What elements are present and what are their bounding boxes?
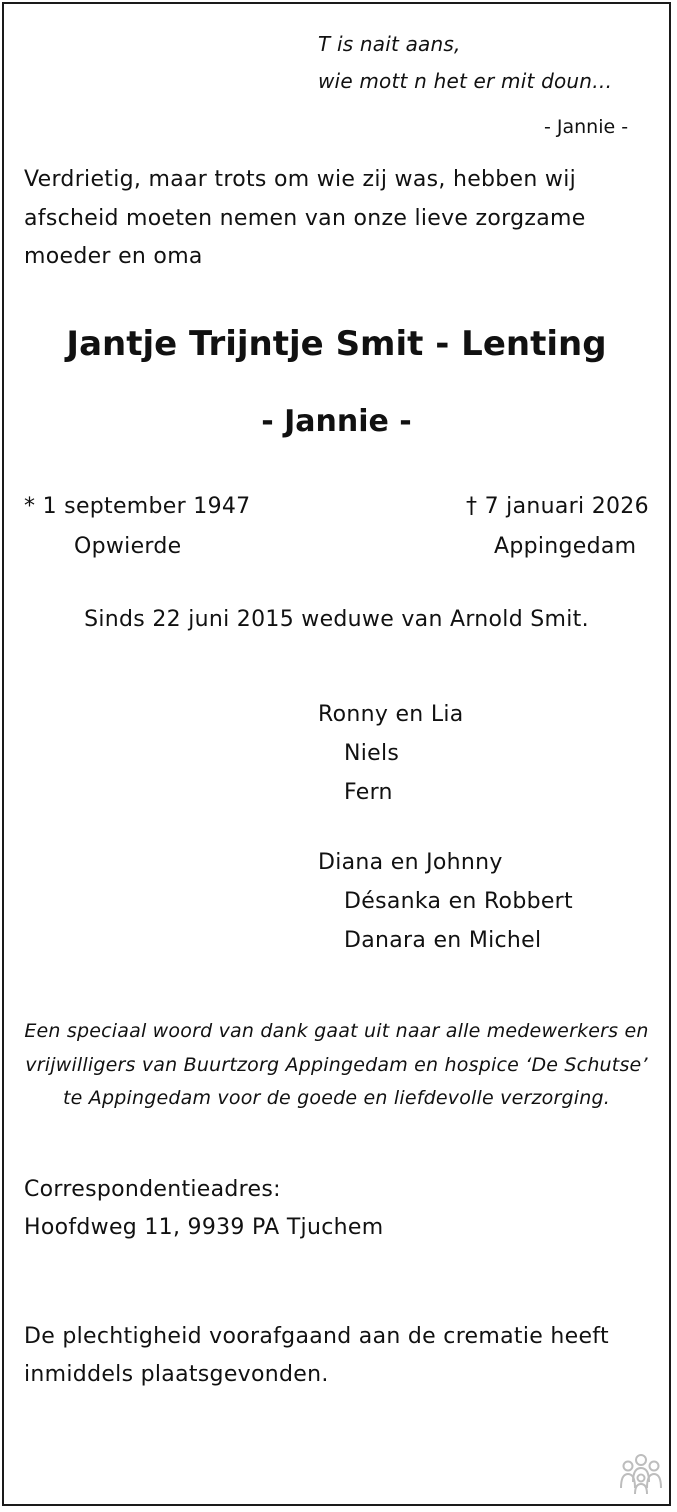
widow-line: Sinds 22 juni 2015 weduwe van Arnold Smit.	[84, 607, 589, 632]
family-grandchild-2: Fern	[344, 780, 393, 805]
poem-attribution: - Jannie -	[544, 116, 629, 138]
family-grandchild-1: Niels	[344, 741, 400, 766]
correspondence-address: Hoofdweg 11, 9939 PA Tjuchem	[24, 1215, 384, 1240]
ceremony-line-1: De plechtigheid voorafgaand aan de crematie heeft	[24, 1324, 609, 1349]
family-grandchild-3: Désanka en Robbert	[344, 889, 573, 914]
deceased-name: Jantje Trijntje Smit - Lenting	[66, 324, 607, 364]
family-couple-1: Ronny en Lia	[318, 702, 464, 727]
death-place: Appingedam	[494, 534, 637, 559]
thanks-line-1: Een speciaal woord van dank gaat uit naar alle medewerkers en	[24, 1020, 649, 1042]
poem-line-2: wie mott n het er mit doun…	[318, 69, 613, 93]
intro-line-2: afscheid moeten nemen van onze lieve zorgzame	[24, 206, 586, 231]
intro-line-3: moeder en oma	[24, 244, 203, 269]
thanks-line-2: vrijwilligers van Buurtzorg Appingedam en hospice ‘De Schutse’	[25, 1054, 648, 1076]
family-grandchild-4: Danara en Michel	[344, 928, 542, 953]
people-group-icon	[616, 1452, 666, 1498]
deceased-nickname: - Jannie -	[261, 404, 412, 439]
death-date: † 7 januari 2026	[466, 494, 649, 519]
family-couple-2: Diana en Johnny	[318, 850, 503, 875]
thanks-line-3: te Appingedam voor de goede en liefdevolle verzorging.	[63, 1087, 610, 1109]
correspondence-label: Correspondentieadres:	[24, 1177, 281, 1202]
intro-line-1: Verdrietig, maar trots om wie zij was, hebben wij	[24, 167, 577, 192]
birth-date: * 1 september 1947	[24, 494, 251, 519]
birth-place: Opwierde	[74, 534, 182, 559]
poem-line-1: T is nait aans,	[318, 32, 461, 56]
ceremony-line-2: inmiddels plaatsgevonden.	[24, 1362, 329, 1387]
